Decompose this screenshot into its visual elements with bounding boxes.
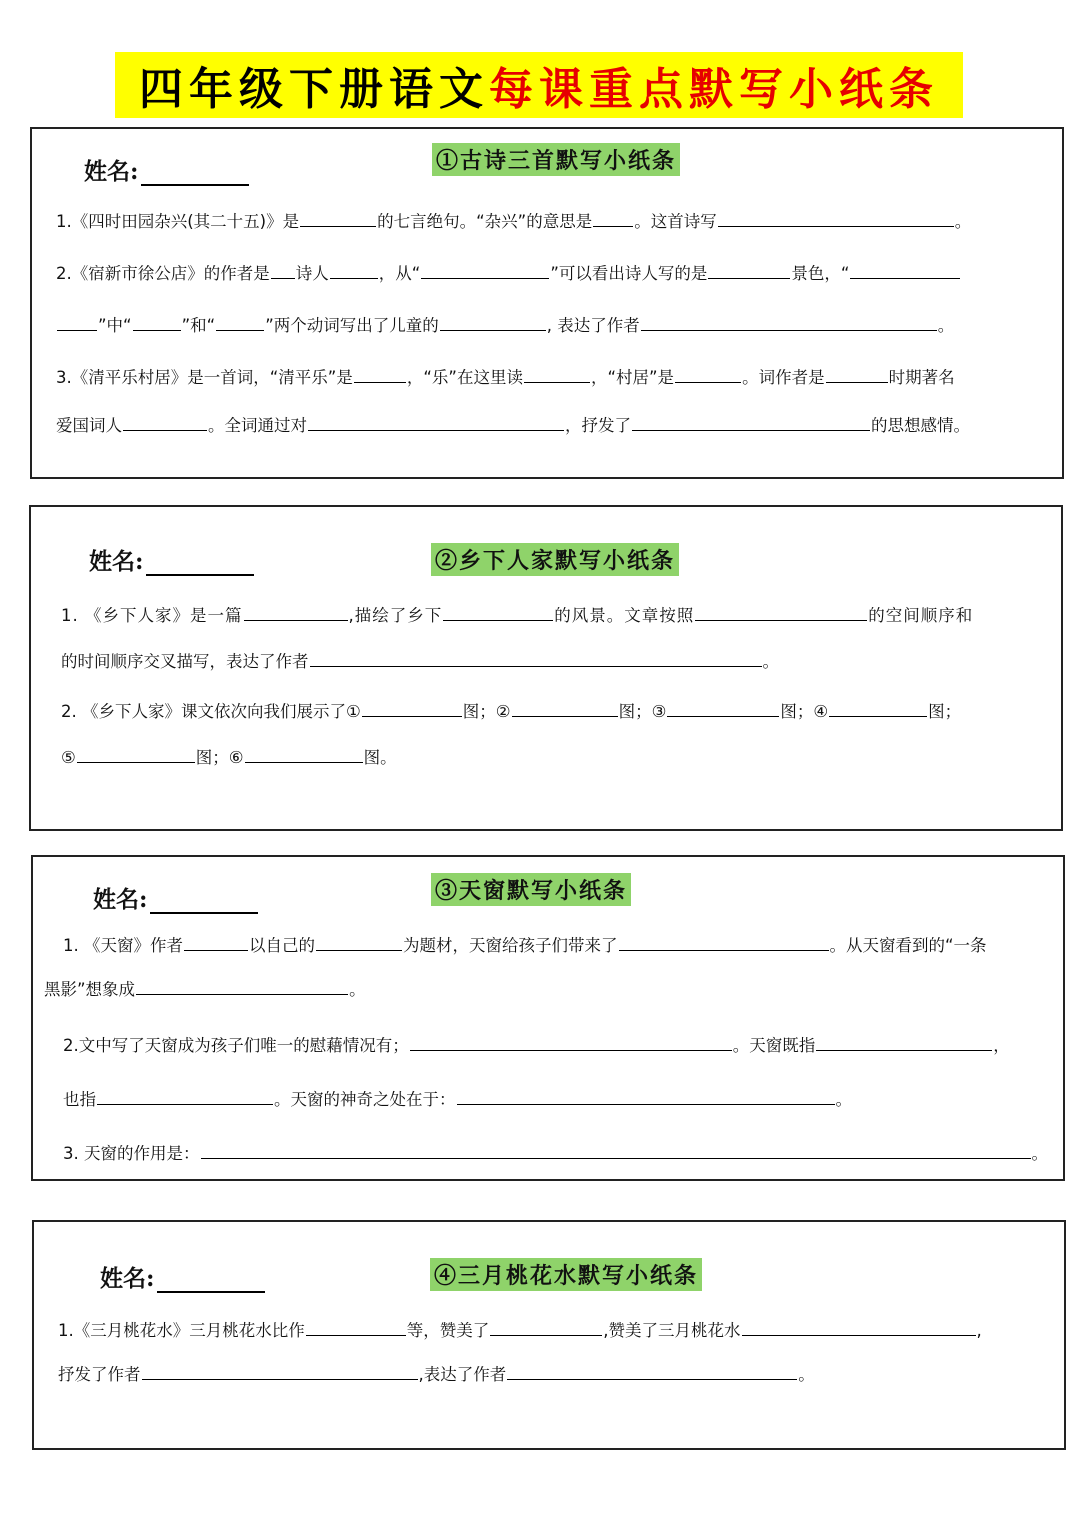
question-text: 的空间顺序和 [868,606,974,625]
question-text: ,描绘了乡下 [348,606,443,625]
card-title: ③天窗默写小纸条 [431,873,631,906]
answer-blank[interactable] [490,1318,602,1336]
answer-blank[interactable] [708,261,790,279]
name-blank[interactable] [150,892,258,914]
card-country-folk [29,505,1063,831]
question-text: ，“乐”在这里读 [406,368,523,387]
name-blank[interactable] [157,1271,265,1293]
question-text: 1.《四时田园杂兴(其二十五)》是 [56,212,300,231]
answer-blank[interactable] [667,699,779,717]
question-text: 。 [762,652,779,671]
question-line [56,261,961,286]
question-text: ,赞美了三月桃花水 [603,1321,741,1340]
question-line [61,649,779,674]
question-text: 的时间顺序交叉描写，表达了作者 [61,652,309,671]
question-text: ”可以看出诗人写的是 [550,264,708,283]
answer-blank[interactable] [201,1141,1031,1159]
question-text: 也指 [63,1090,96,1109]
question-text: 图； [928,702,962,721]
name-blank[interactable] [141,164,249,186]
question-text: 图；⑥ [195,748,244,767]
question-line [58,1362,815,1387]
question-text: 以自己的 [249,936,315,955]
title-part-red: 每课重点默写小纸条 [489,64,939,115]
question-text: 图；② [462,702,511,721]
question-text: 1. 《乡下人家》是一篇 [61,606,243,625]
answer-blank[interactable] [244,603,348,621]
name-field[interactable] [100,1260,265,1293]
question-text: 时期著名 [888,368,955,387]
question-text: ”中“ [98,316,132,335]
question-line [63,1087,852,1112]
question-line [61,603,973,628]
card-ancient-poems [30,127,1064,479]
answer-blank[interactable] [443,603,553,621]
card-title: ②乡下人家默写小纸条 [431,543,679,576]
name-label: 姓名: [89,548,144,575]
question-line [56,365,955,390]
answer-blank[interactable] [641,313,937,331]
answer-blank[interactable] [695,603,867,621]
answer-blank[interactable] [57,313,97,331]
answer-blank[interactable] [330,261,378,279]
question-text: 抒发了作者 [58,1365,141,1384]
answer-blank[interactable] [216,313,264,331]
name-label: 姓名: [93,886,148,913]
question-line [61,745,397,770]
question-line [56,209,971,234]
question-text: 。 [937,316,955,335]
question-text: 。全词通过对 [208,416,307,435]
question-text: 图；③ [618,702,667,721]
question-text: 2. 《乡下人家》课文依次向我们展示了① [61,702,361,721]
answer-blank[interactable] [718,209,954,227]
question-text: 。天窗的神奇之处在于： [274,1090,456,1109]
answer-blank[interactable] [316,933,402,951]
question-text: 爱国词人 [56,416,122,435]
question-text: 1.《三月桃花水》三月桃花水比作 [58,1321,305,1340]
answer-blank[interactable] [77,745,195,763]
question-text: 1. 《天窗》作者 [63,936,183,955]
question-text: 景色，“ [791,264,850,283]
question-line [61,699,961,724]
question-text: 。 [349,980,366,999]
answer-blank[interactable] [524,365,590,383]
question-text: 2.文中写了天窗成为孩子们唯一的慰藉情况有； [63,1036,409,1055]
answer-blank[interactable] [593,209,633,227]
answer-blank[interactable] [829,699,927,717]
answer-blank[interactable] [245,745,363,763]
question-text: ，“村居”是 [590,368,675,387]
question-text: ， [993,1036,1010,1055]
card-title: ④三月桃花水默写小纸条 [430,1258,702,1291]
answer-blank[interactable] [184,933,248,951]
question-text: 3.《清平乐村居》是一首词，“清平乐”是 [56,368,353,387]
question-text: , [976,1321,982,1340]
question-text: 。 [798,1365,815,1384]
answer-blank[interactable] [97,1087,273,1105]
card-march-peach-water [32,1220,1066,1450]
question-text: 。天窗既指 [732,1036,816,1055]
answer-blank[interactable] [440,313,546,331]
card-title: ①古诗三首默写小纸条 [432,143,680,176]
answer-blank[interactable] [300,209,376,227]
answer-blank[interactable] [457,1087,835,1105]
question-text: 的风景。文章按照 [554,606,695,625]
name-label: 姓名: [84,158,139,185]
question-text: 。 [954,212,972,231]
question-line [63,933,987,958]
question-line [63,1033,1010,1058]
question-line [63,1141,1048,1166]
answer-blank[interactable] [512,699,618,717]
title-part-black: 四年级下册语文 [139,64,489,115]
answer-blank[interactable] [123,413,207,431]
question-text: ,表达了作者 [418,1365,507,1384]
answer-blank[interactable] [142,1362,418,1380]
answer-blank[interactable] [507,1362,797,1380]
question-text: 3. 天窗的作用是： [63,1144,200,1163]
name-blank[interactable] [146,554,254,576]
answer-blank[interactable] [354,365,406,383]
name-label: 姓名: [100,1265,155,1292]
question-text: 等，赞美了 [406,1321,490,1340]
question-text: 。 [835,1090,852,1109]
answer-blank[interactable] [826,365,888,383]
question-line [44,977,366,1002]
question-text: ”两个动词写出了儿童的 [265,316,439,335]
answer-blank[interactable] [310,649,762,667]
card-skylight [31,855,1065,1181]
answer-blank[interactable] [133,313,181,331]
answer-blank[interactable] [850,261,960,279]
question-text: 图；④ [780,702,829,721]
question-text: 诗人 [295,264,329,283]
question-text: 。词作者是 [742,368,825,387]
answer-blank[interactable] [362,699,462,717]
question-text: ，抒发了 [565,416,631,435]
question-text: 图。 [363,748,397,767]
answer-blank[interactable] [271,261,295,279]
question-text: , 表达了作者 [546,316,640,335]
question-line [56,413,970,438]
question-text: 的思想感情。 [871,416,970,435]
question-text: ，从“ [378,264,421,283]
question-text: 黑影”想象成 [44,980,136,999]
answer-blank[interactable] [742,1318,976,1336]
name-field[interactable] [84,153,249,186]
page-title [115,52,963,118]
answer-blank[interactable] [619,933,829,951]
answer-blank[interactable] [675,365,741,383]
answer-blank[interactable] [306,1318,406,1336]
question-text: 。 [1031,1144,1048,1163]
question-text: 。这首诗写 [634,212,717,231]
question-text: ”和“ [181,316,216,335]
question-text: 2.《宿新市徐公店》的作者是 [56,264,270,283]
question-line [58,1318,982,1343]
name-field[interactable] [89,543,254,576]
answer-blank[interactable] [410,1033,732,1051]
answer-blank[interactable] [632,413,870,431]
name-field[interactable] [93,881,258,914]
question-text: 的七言绝句。“杂兴”的意思是 [377,212,593,231]
answer-blank[interactable] [816,1033,992,1051]
question-text: 为题材，天窗给孩子们带来了 [403,936,618,955]
answer-blank[interactable] [421,261,549,279]
question-text: 。从天窗看到的“一条 [829,936,987,955]
question-text: ⑤ [61,748,76,767]
answer-blank[interactable] [308,413,564,431]
question-line [56,313,954,338]
answer-blank[interactable] [136,977,348,995]
